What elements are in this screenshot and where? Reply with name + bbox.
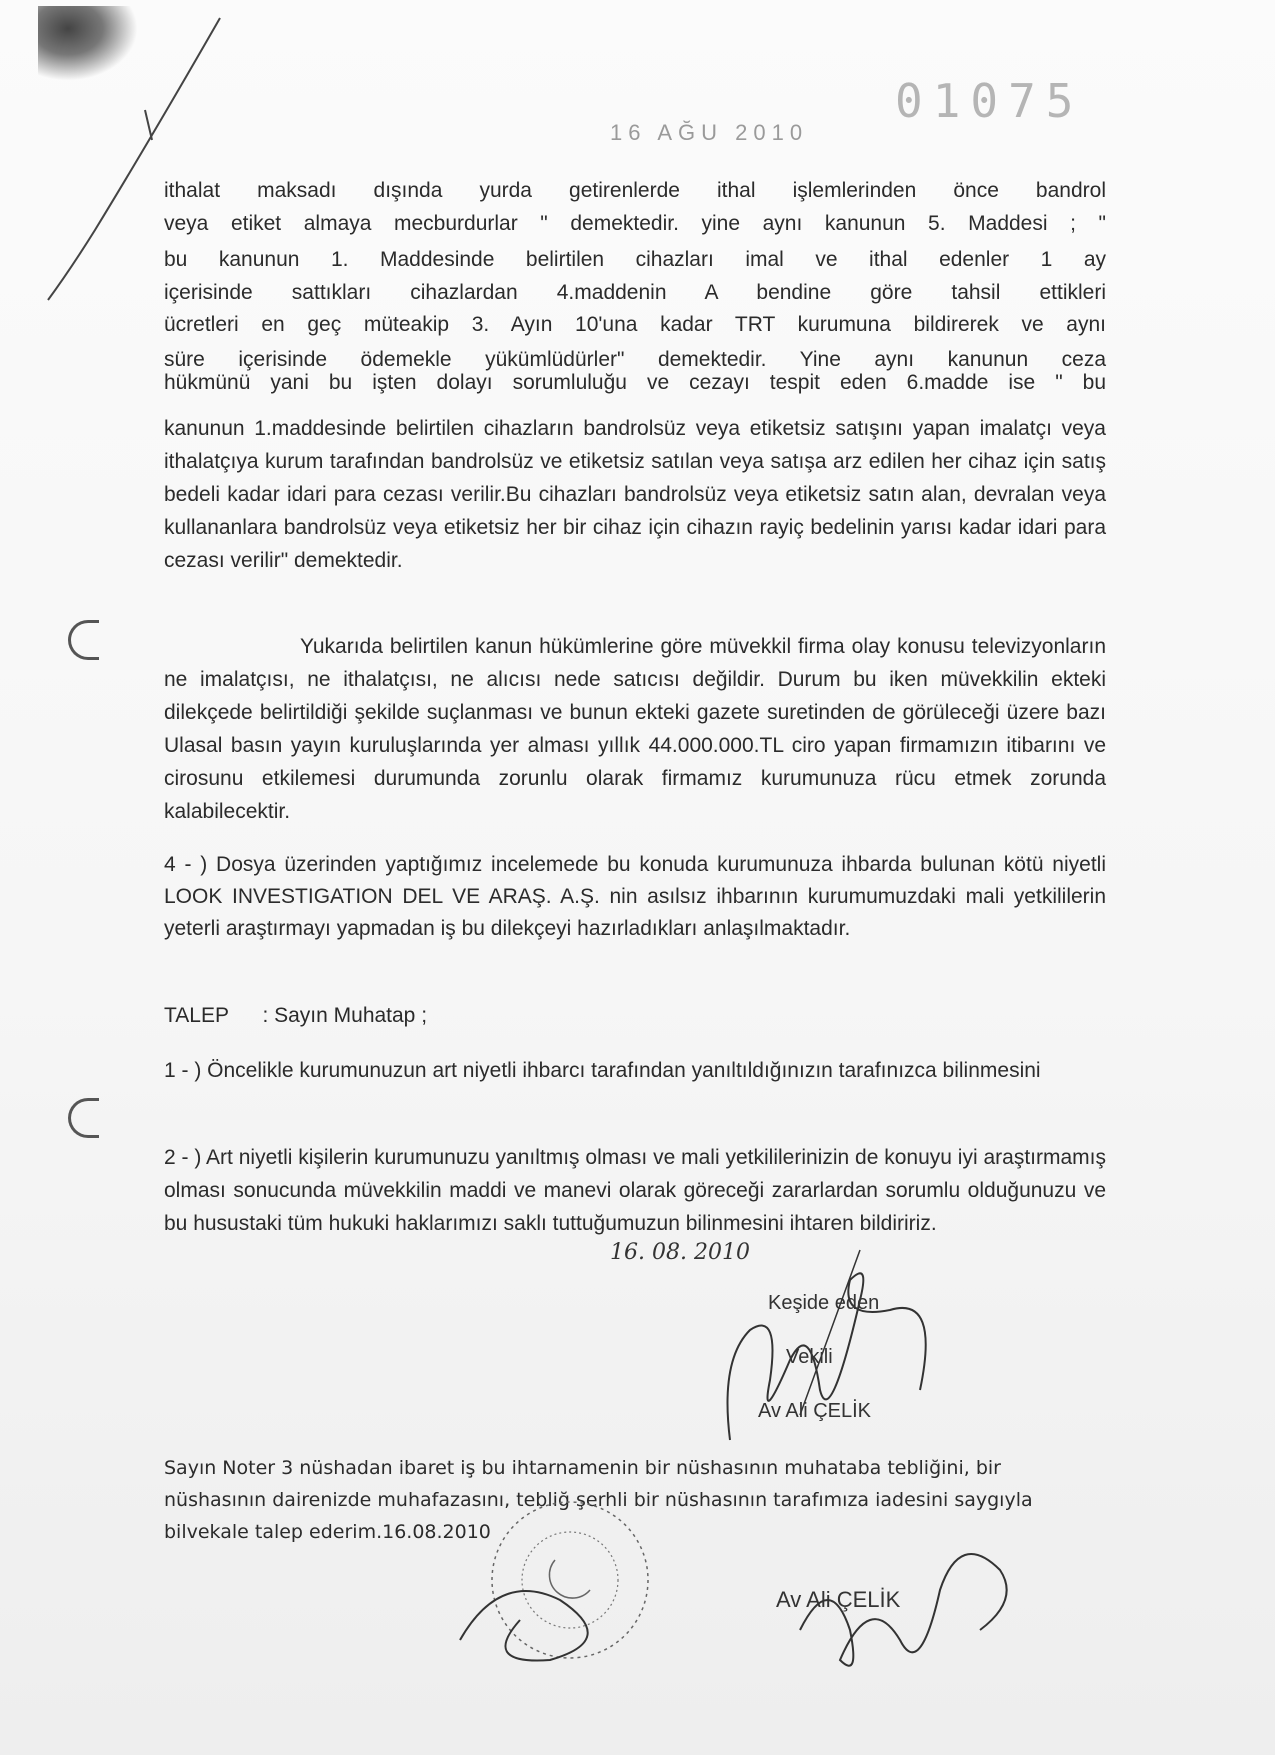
paragraph-4: 4 - ) Dosya üzerinden yaptığımız incelemede bu konuda kurumunuza ihbarda bulunan kötü niyetli LOOK INVESTIGATION DEL VE ARAŞ. A.Ş. nin asılsız ihbarının kurumumuzdaki mali yetkililerin yeterli araştırmayı yapmadan iş bu dilekçeyi hazırladıkları anlaşılmaktadır. bbox=[164, 853, 1106, 940]
footer-signer-name: Av Ali ÇELİK bbox=[776, 1587, 901, 1612]
signature-keside-eden: Keşide eden bbox=[768, 1292, 880, 1314]
request-2: 2 - ) Art niyetli kişilerin kurumunuzu yanıltmış olması ve mali yetkililerinizin de konuyu iyi araştırmamış olması sonucunda müvekkilin maddi ve manevi olarak göreceği zararlardan sorumlu olduğunuzu ve bu husustaki tüm hukuki haklarımızı saklı tuttuğumuzun bilinmesini ihtaren bildiririz. bbox=[164, 1146, 1106, 1235]
received-date-stamp: 16 AĞU 2010 bbox=[610, 120, 809, 145]
paragraph-1-line: veya etiket almaya mecburdurlar " demektedir. yine aynı kanunun 5. Maddesi ; " bbox=[164, 212, 1106, 235]
talep-label: TALEP bbox=[164, 1004, 229, 1027]
paragraph-3: Yukarıda belirtilen kanun hükümlerine göre müvekkil firma olay konusu televizyonların ne imalatçısı, ne ithalatçısı, ne alıcısı nede satıcısı değildir. Durum bu iken müvekkilin ekteki dilekçede belirtildiği şekilde suçlanması ve bunun ekteki gazete suretinden de görüleceği üzere bazı Ulasal basın yayın kuruluşlarında yer alması yıllık 44.000.000.TL ciro yapan firmamızın itibarını ve cirosunu etkilemesi durumunda zorunlu olarak firmamız kurumunuza rücu etmek zorunda kalabilecektir. bbox=[164, 635, 1106, 823]
document-number-stamp: 01075 bbox=[895, 74, 1084, 128]
paragraph-1-line: hükmünü yani bu işten dolayı sorumluluğu ve cezayı tespit eden 6.madde ise " bu bbox=[164, 371, 1106, 394]
notary-seal bbox=[440, 1490, 690, 1670]
paragraph-1-line: içerisinde sattıkları cihazlardan 4.maddenin A bendine göre tahsil ettikleri bbox=[164, 281, 1106, 304]
notary-request-text: Sayın Noter 3 nüshadan ibaret iş bu ihtarnamenin bir nüshasının muhataba tebliğini, bir nüshasının dairenizde muhafazasını, tebliğ şerhli bir nüshasının tarafımıza iadesini saygıyla bilvekale talep ederim.16.08.2010 bbox=[164, 1457, 1033, 1543]
signature-name: Av Ali ÇELİK bbox=[758, 1400, 872, 1422]
paragraph-1-line: ithalat maksadı dışında yurda getirenlerde ithal işlemlerinden önce bandrol bbox=[164, 179, 1106, 202]
talep-value: : Sayın Muhatap ; bbox=[262, 1004, 428, 1027]
talep-heading bbox=[164, 1004, 427, 1028]
request-1: 1 - ) Öncelikle kurumunuzun art niyetli ihbarcı tarafından yanıltıldığınızın tarafınızca bilinmesini bbox=[164, 1059, 1041, 1082]
paragraph-1-line: ücretleri en geç müteakip 3. Ayın 10'una kadar TRT kurumuna bildirerek ve aynı bbox=[164, 313, 1106, 336]
handwritten-signature bbox=[690, 1240, 970, 1450]
paragraph-1-line: süre içerisinde ödemekle yükümlüdürler" demektedir. Yine aynı kanunun ceza bbox=[164, 348, 1106, 371]
paragraph-2: kanunun 1.maddesinde belirtilen cihazların bandrolsüz veya etiketsiz satışını yapan imalatçı veya ithalatçıya kurum tarafından bandrolsüz ve etiketsiz satılan veya satışa arz edilen her cihaz için satış bedeli kadar idari para cezası verilir.Bu cihazları bandrolsüz veya etiketsiz satın alan, devralan veya kullananlara bandrolsüz veya etiketsiz her bir cihaz için cihazın rayiç bedelinin yarısı kadar idari para cezası verilir" demektedir. bbox=[164, 417, 1106, 572]
footer-handwritten-signature bbox=[760, 1510, 1030, 1700]
paragraph-1-line: bu kanunun 1. Maddesinde belirtilen cihazları imal ve ithal edenler 1 ay bbox=[164, 248, 1106, 271]
handwritten-date: 16. 08. 2010 bbox=[610, 1240, 750, 1265]
signature-vekili: Vekili bbox=[786, 1346, 833, 1368]
